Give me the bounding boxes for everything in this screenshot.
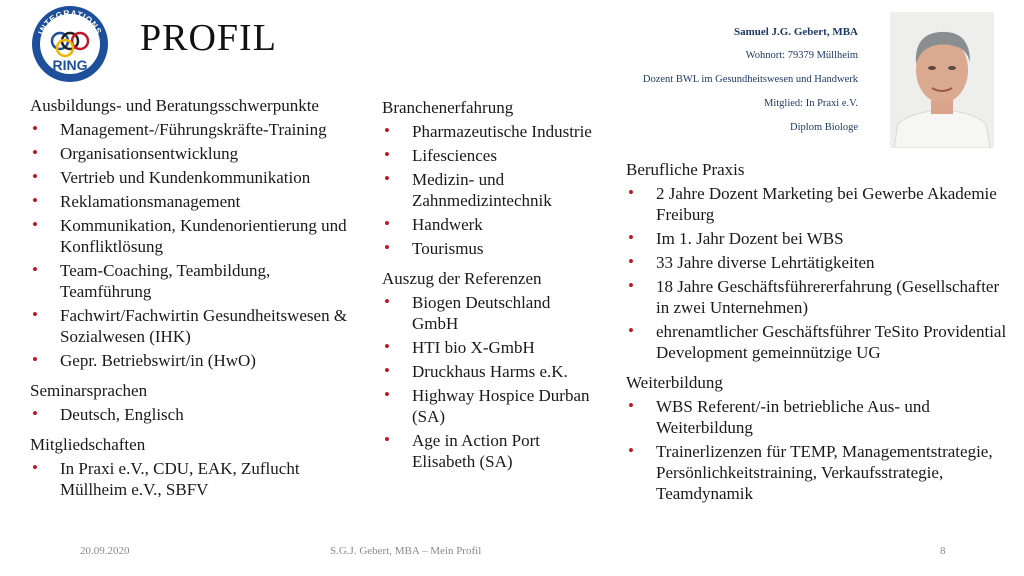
- list-item: • Kommunikation, Kundenorientierung und Konfliktlösung: [30, 215, 365, 257]
- memberships-heading: Mitgliedschaften: [30, 435, 146, 454]
- references-heading: Auszug der Referenzen: [382, 269, 542, 288]
- footer-title: S.G.J. Gebert, MBA – Mein Profil: [330, 545, 482, 557]
- list-item: • Organisationsentwicklung: [30, 143, 365, 164]
- page-title: PROFIL: [140, 17, 277, 59]
- list-item: • Pharmazeutische Industrie: [382, 121, 597, 142]
- list-item: • 2 Jahre Dozent Marketing bei Gewerbe Akademie Freiburg: [626, 183, 1016, 225]
- portrait-photo: [890, 12, 994, 148]
- column-right: [626, 160, 1016, 514]
- footer-date: 20.09.2020: [80, 545, 130, 557]
- logo-top-text: INTEGRATIONS: [35, 7, 104, 36]
- training-list: [626, 396, 1016, 504]
- profile-degree: Diplom Biologe: [790, 122, 858, 133]
- list-item: • In Praxi e.V., CDU, EAK, Zuflucht Müllheim e.V., SBFV: [30, 458, 365, 500]
- list-item: • Tourismus: [382, 238, 597, 259]
- list-item: • Handwerk: [382, 214, 597, 235]
- languages-heading: Seminarsprachen: [30, 381, 148, 400]
- list-item: • Im 1. Jahr Dozent bei WBS: [626, 228, 1016, 249]
- integrationsring-logo: [30, 4, 110, 84]
- languages-list: [30, 404, 365, 425]
- column-middle: [382, 98, 597, 482]
- profile-membership: Mitglied: In Praxi e.V.: [763, 98, 858, 109]
- column-left: [30, 96, 365, 510]
- industry-heading: Branchenerfahrung: [382, 98, 514, 117]
- training-heading: Weiterbildung: [626, 373, 723, 392]
- list-item: • Vertrieb und Kundenkommunikation: [30, 167, 365, 188]
- list-item: • Reklamationsmanagement: [30, 191, 365, 212]
- industry-list: [382, 121, 597, 259]
- practice-list: [626, 183, 1016, 363]
- list-item: • 18 Jahre Geschäftsführererfahrung (Gesellschafter in zwei Unternehmen): [626, 276, 1016, 318]
- references-list: [382, 292, 597, 472]
- profile-info: [643, 26, 858, 146]
- page-number: 8: [940, 545, 946, 557]
- list-item: • HTI bio X-GmbH: [382, 337, 597, 358]
- list-item: • Highway Hospice Durban (SA): [382, 385, 597, 427]
- practice-heading: Berufliche Praxis: [626, 160, 745, 179]
- profile-residence: Wohnort: 79379 Müllheim: [745, 50, 858, 61]
- list-item: • Age in Action Port Elisabeth (SA): [382, 430, 597, 472]
- list-item: • Fachwirt/Fachwirtin Gesundheitswesen & Sozialwesen (IHK): [30, 305, 365, 347]
- list-item: • 33 Jahre diverse Lehrtätigkeiten: [626, 252, 1016, 273]
- list-item: • Biogen Deutschland GmbH: [382, 292, 597, 334]
- list-item: • Trainerlizenzen für TEMP, Managementstrategie, Persönlichkeitstraining, Verkaufsstrategie, Teamdynamik: [626, 441, 1016, 504]
- logo-bottom-text: RING: [52, 57, 88, 73]
- list-item: • WBS Referent/-in betriebliche Aus- und Weiterbildung: [626, 396, 1016, 438]
- list-item: • Team-Coaching, Teambildung, Teamführung: [30, 260, 365, 302]
- focus-heading: Ausbildungs- und Beratungsschwerpunkte: [30, 96, 319, 115]
- list-item: • Deutsch, Englisch: [30, 404, 365, 425]
- list-item: • Management-/Führungskräfte-Training: [30, 119, 365, 140]
- list-item: • Lifesciences: [382, 145, 597, 166]
- profile-role: Dozent BWL im Gesundheitswesen und Handwerk: [642, 74, 858, 85]
- memberships-list: [30, 458, 365, 500]
- profile-name: Samuel J.G. Gebert, MBA: [733, 26, 858, 38]
- list-item: • Medizin- und Zahnmedizintechnik: [382, 169, 597, 211]
- list-item: • Gepr. Betriebswirt/in (HwO): [30, 350, 365, 371]
- focus-list: [30, 119, 365, 371]
- list-item: • ehrenamtlicher Geschäftsführer TeSito Providential Development gemeinnützige UG: [626, 321, 1016, 363]
- list-item: • Druckhaus Harms e.K.: [382, 361, 597, 382]
